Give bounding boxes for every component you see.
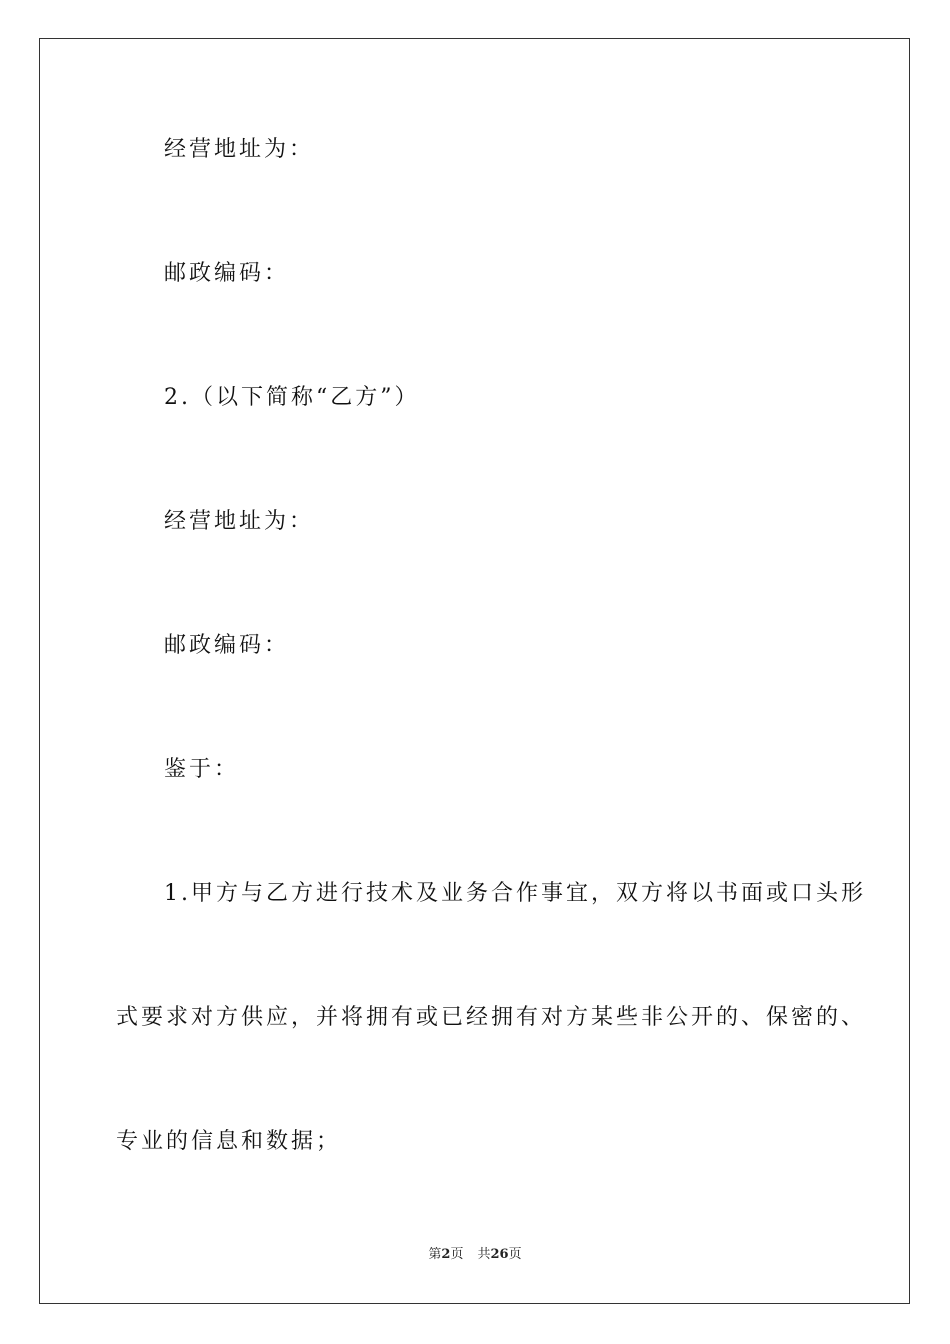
- page-footer: [0, 1246, 950, 1264]
- page-border: [39, 38, 910, 1304]
- footer-page-suffix: 页: [450, 1247, 464, 1262]
- clause-1-line-1: 1.甲方与乙方进行技术及业务合作事宜，双方将以书面或口头形: [164, 881, 866, 906]
- postal-code-label-1: 邮政编码：: [164, 261, 290, 286]
- whereas-heading: 鉴于：: [164, 757, 240, 782]
- business-address-label-2: 经营地址为：: [164, 509, 315, 534]
- business-address-label-1: 经营地址为：: [164, 137, 315, 162]
- footer-total-prefix: 共: [477, 1247, 491, 1262]
- postal-code-label-2: 邮政编码：: [164, 633, 290, 658]
- footer-prefix: 第: [428, 1247, 442, 1262]
- total-page-count: 26: [490, 1247, 509, 1262]
- footer-total-suffix: 页: [508, 1247, 522, 1262]
- clause-1-line-2: 式要求对方供应，并将拥有或已经拥有对方某些非公开的、保密的、: [116, 1005, 867, 1030]
- clause-1-line-3: 专业的信息和数据；: [116, 1129, 342, 1154]
- party-b-heading: 2.（以下简称“乙方”）: [164, 385, 420, 410]
- current-page-number: 2: [441, 1247, 451, 1262]
